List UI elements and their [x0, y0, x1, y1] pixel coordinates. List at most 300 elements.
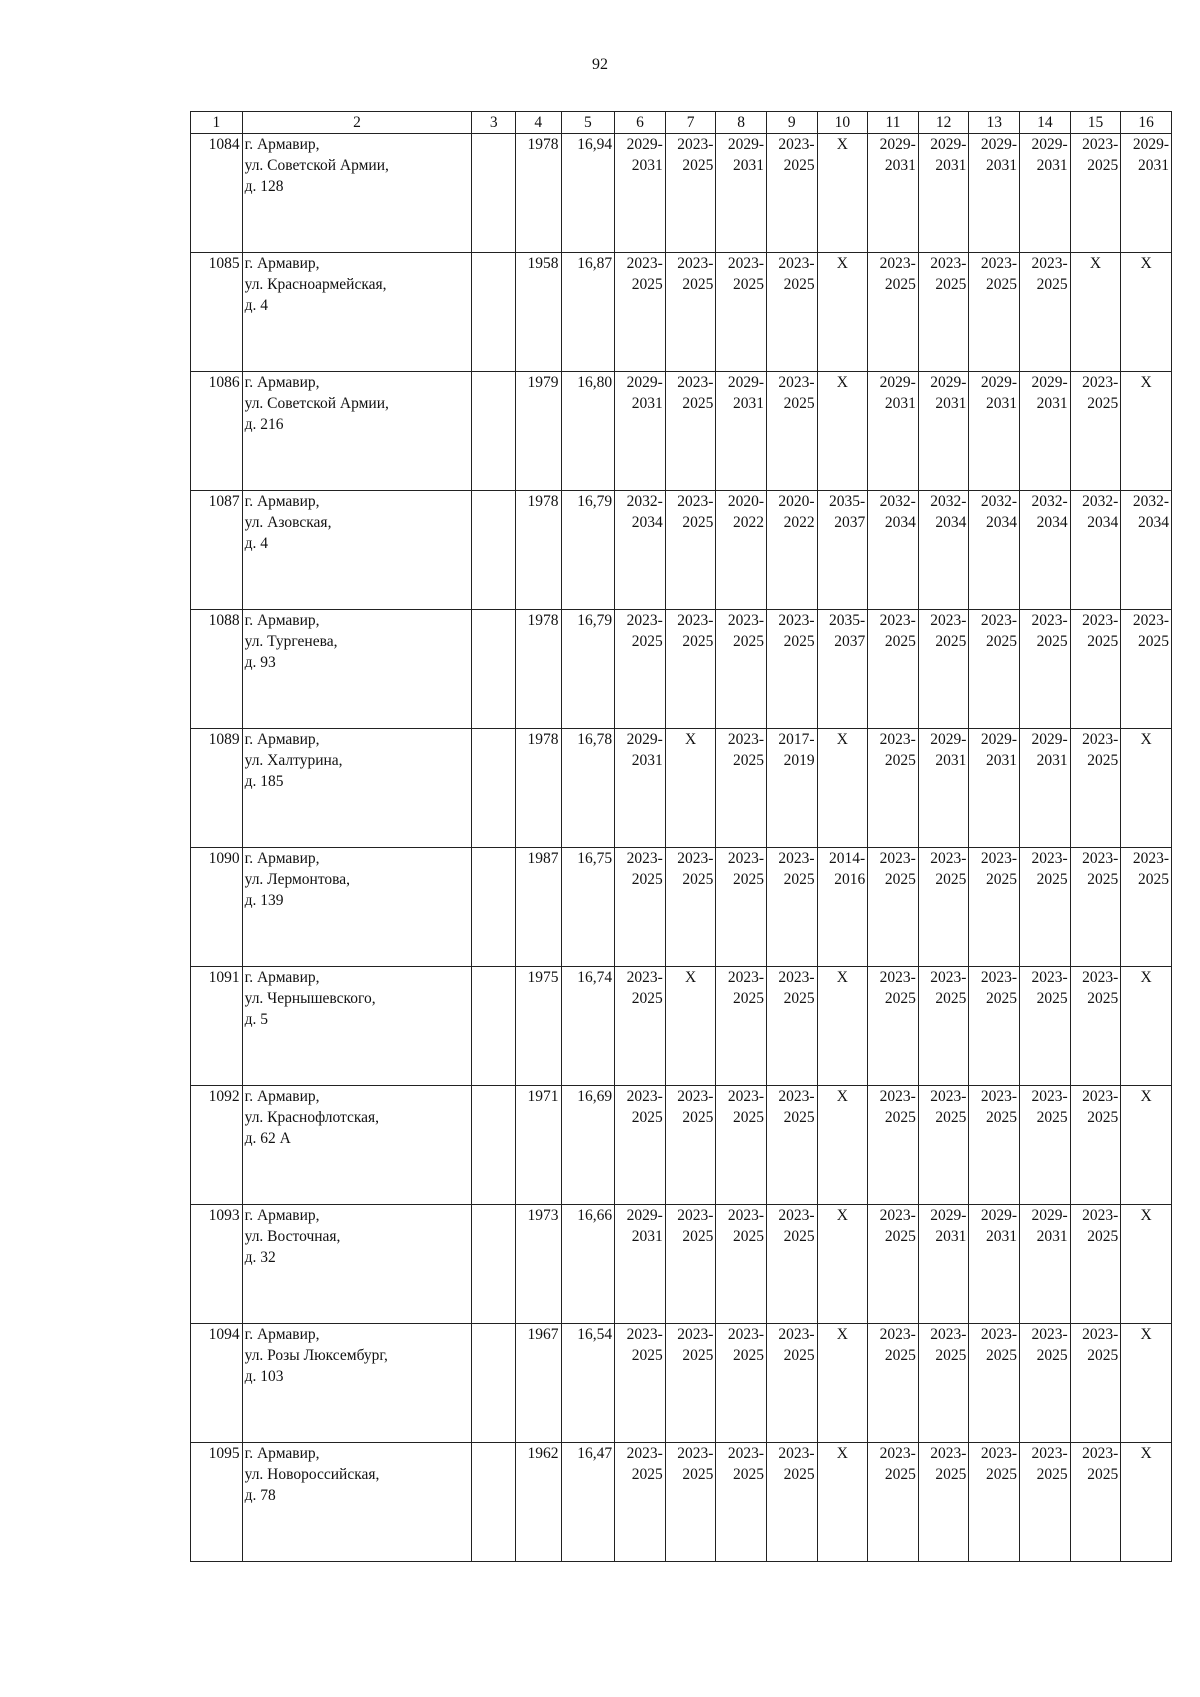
period-start: 2023-: [778, 969, 815, 986]
period-cell: [1121, 491, 1172, 610]
table-row: [191, 1324, 1172, 1443]
period-cell: [1020, 372, 1071, 491]
period-start: 2023-: [626, 612, 663, 629]
address-cell: [242, 848, 472, 967]
not-applicable-mark: X: [665, 967, 716, 1086]
period-cell: [969, 729, 1020, 848]
period-end: 2034: [1138, 514, 1169, 531]
period-end: 2025: [732, 1466, 764, 1483]
period-start: 2023-: [1132, 850, 1169, 867]
period-cell: [918, 134, 969, 253]
period-start: 2023-: [677, 850, 714, 867]
period-start: 2023-: [677, 1207, 714, 1224]
period-cell: [918, 1443, 969, 1562]
build-year-cell: 1978: [515, 729, 561, 848]
period-end: 2025: [682, 157, 714, 174]
period-end: 2031: [631, 752, 663, 769]
period-start: 2029-: [980, 1207, 1018, 1224]
not-applicable-mark: X: [817, 1086, 868, 1205]
period-start: 2029-: [879, 374, 916, 391]
period-cell: [716, 1324, 767, 1443]
period-start: 2023-: [677, 493, 714, 510]
period-cell: [716, 491, 767, 610]
period-start: 2029-: [1031, 374, 1068, 391]
period-start: 2029-: [980, 136, 1018, 153]
period-cell: [969, 372, 1020, 491]
row-number: [191, 610, 243, 729]
period-start: 2023-: [677, 612, 714, 629]
period-start: 2029-: [1031, 731, 1068, 748]
address-line: д. 78: [244, 1487, 276, 1504]
period-cell: [665, 1443, 716, 1562]
period-end: 2025: [682, 514, 714, 531]
period-cell: [817, 848, 868, 967]
period-start: 2023-: [1031, 969, 1068, 986]
period-start: 2023-: [930, 1326, 967, 1343]
period-start: 2023-: [778, 136, 815, 153]
period-cell: [969, 253, 1020, 372]
period-end: 2031: [732, 157, 764, 174]
period-start: 2023-: [677, 1088, 714, 1105]
period-start: 2023-: [879, 1326, 916, 1343]
address-line: ул. Советской Армии,: [244, 157, 389, 174]
period-start: 2023-: [980, 850, 1018, 867]
period-cell: [918, 729, 969, 848]
period-cell: [1070, 848, 1121, 967]
period-cell: [665, 253, 716, 372]
column-3-cell: [472, 1324, 516, 1443]
address-cell: [242, 1324, 472, 1443]
column-header-6: 6: [615, 112, 666, 134]
period-end: 2025: [1087, 871, 1119, 888]
period-cell: [716, 1443, 767, 1562]
value-cell: 16,87: [561, 253, 615, 372]
period-start: 2023-: [778, 1326, 815, 1343]
period-cell: [716, 134, 767, 253]
period-cell: [1020, 967, 1071, 1086]
not-applicable-mark: X: [1121, 729, 1172, 848]
period-cell: [969, 1324, 1020, 1443]
value-cell: 16,79: [561, 610, 615, 729]
build-year-cell: 1971: [515, 1086, 561, 1205]
period-cell: [615, 1324, 666, 1443]
address-line: ул. Розы Люксембург,: [244, 1347, 388, 1364]
period-end: 2025: [732, 1228, 764, 1245]
period-cell: [1070, 1443, 1121, 1562]
period-cell: [868, 1324, 919, 1443]
row-number-text: 1087: [208, 493, 240, 510]
period-start: 2032-: [980, 493, 1018, 510]
period-end: 2025: [631, 1109, 663, 1126]
period-cell: [1020, 1324, 1071, 1443]
address-line: д. 139: [244, 892, 284, 909]
period-end: 2025: [1087, 1109, 1119, 1126]
period-cell: [918, 253, 969, 372]
period-start: 2023-: [980, 612, 1018, 629]
period-start: 2023-: [727, 1088, 764, 1105]
period-end: 2031: [1036, 752, 1068, 769]
address-cell: [242, 729, 472, 848]
period-start: 2023-: [1082, 850, 1119, 867]
period-end: 2031: [631, 395, 663, 412]
address-line: ул. Чернышевского,: [244, 990, 376, 1007]
period-start: 2023-: [1031, 255, 1068, 272]
period-cell: [665, 491, 716, 610]
period-start: 2014-: [829, 850, 866, 867]
period-cell: [766, 1324, 817, 1443]
period-cell: [1070, 134, 1121, 253]
period-start: 2035-: [829, 493, 866, 510]
period-cell: [1070, 729, 1121, 848]
period-end: 2025: [884, 871, 916, 888]
column-3-cell: [472, 967, 516, 1086]
period-cell: [665, 372, 716, 491]
period-cell: [1070, 1086, 1121, 1205]
period-cell: [716, 729, 767, 848]
period-cell: [1070, 967, 1121, 1086]
period-end: 2031: [1036, 157, 1068, 174]
row-number-text: 1093: [208, 1207, 240, 1224]
period-end: 2031: [631, 157, 663, 174]
period-end: 2022: [783, 514, 815, 531]
column-3-cell: [472, 1443, 516, 1562]
period-cell: [665, 848, 716, 967]
period-cell: [1020, 848, 1071, 967]
period-start: 2023-: [879, 612, 916, 629]
period-end: 2034: [884, 514, 916, 531]
row-number-text: 1091: [208, 969, 240, 986]
period-end: 2025: [1087, 752, 1119, 769]
column-header-16: 16: [1121, 112, 1172, 134]
period-start: 2023-: [626, 1088, 663, 1105]
period-end: 2031: [631, 1228, 663, 1245]
period-cell: [716, 1086, 767, 1205]
period-end: 2025: [935, 1347, 967, 1364]
period-start: 2029-: [1031, 1207, 1068, 1224]
row-number: [191, 372, 243, 491]
period-start: 2023-: [727, 850, 764, 867]
period-start: 2029-: [1132, 136, 1169, 153]
period-end: 2025: [783, 276, 815, 293]
period-end: 2025: [732, 276, 764, 293]
period-cell: [615, 253, 666, 372]
period-start: 2023-: [778, 612, 815, 629]
address-cell: [242, 1205, 472, 1324]
address-line: д. 62 А: [244, 1130, 291, 1147]
period-start: 2029-: [980, 731, 1018, 748]
period-start: 2029-: [1031, 136, 1068, 153]
column-header-3: 3: [472, 112, 516, 134]
not-applicable-mark: X: [817, 253, 868, 372]
period-end: 2025: [1036, 1347, 1068, 1364]
table-row: [191, 1205, 1172, 1324]
period-start: 2023-: [879, 1207, 916, 1224]
not-applicable-mark: X: [1121, 1443, 1172, 1562]
period-end: 2025: [884, 752, 916, 769]
value-cell: 16,80: [561, 372, 615, 491]
period-cell: [665, 134, 716, 253]
period-end: 2025: [783, 395, 815, 412]
not-applicable-mark: X: [817, 1205, 868, 1324]
period-cell: [918, 610, 969, 729]
period-cell: [766, 848, 817, 967]
period-cell: [766, 372, 817, 491]
period-end: 2025: [783, 871, 815, 888]
address-cell: [242, 372, 472, 491]
column-3-cell: [472, 1205, 516, 1324]
period-end: 2025: [732, 752, 764, 769]
address-line: ул. Азовская,: [244, 514, 332, 531]
value-cell: 16,66: [561, 1205, 615, 1324]
period-end: 2031: [986, 395, 1018, 412]
housing-register-table: [190, 111, 1172, 1562]
period-start: 2029-: [626, 1207, 663, 1224]
period-end: 2025: [1138, 633, 1169, 650]
not-applicable-mark: X: [1121, 967, 1172, 1086]
period-cell: [868, 1443, 919, 1562]
period-cell: [1020, 729, 1071, 848]
period-start: 2023-: [778, 255, 815, 272]
period-start: 2029-: [626, 731, 663, 748]
row-number-text: 1092: [208, 1088, 240, 1105]
period-start: 2023-: [980, 1445, 1018, 1462]
period-start: 2023-: [1132, 612, 1169, 629]
period-cell: [1020, 1205, 1071, 1324]
period-end: 2031: [935, 395, 967, 412]
address-line: г. Армавир,: [244, 1207, 320, 1224]
period-cell: [817, 610, 868, 729]
build-year-cell: 1958: [515, 253, 561, 372]
period-cell: [615, 134, 666, 253]
row-number-text: 1094: [208, 1326, 240, 1343]
address-line: д. 93: [244, 654, 276, 671]
period-cell: [716, 372, 767, 491]
period-end: 2025: [884, 1466, 916, 1483]
address-cell: [242, 610, 472, 729]
period-start: 2023-: [1031, 1445, 1068, 1462]
period-start: 2023-: [1082, 1445, 1119, 1462]
period-start: 2023-: [930, 1445, 967, 1462]
period-end: 2025: [783, 1228, 815, 1245]
period-start: 2029-: [626, 136, 663, 153]
table-row: [191, 967, 1172, 1086]
period-end: 2031: [935, 157, 967, 174]
column-3-cell: [472, 610, 516, 729]
period-end: 2025: [732, 1109, 764, 1126]
period-start: 2023-: [1082, 136, 1119, 153]
period-end: 2025: [682, 633, 714, 650]
period-start: 2032-: [930, 493, 967, 510]
period-start: 2029-: [727, 374, 764, 391]
period-cell: [868, 372, 919, 491]
period-start: 2023-: [1082, 969, 1119, 986]
address-line: г. Армавир,: [244, 1326, 320, 1343]
not-applicable-mark: X: [817, 372, 868, 491]
period-end: 2031: [935, 752, 967, 769]
period-cell: [1020, 1086, 1071, 1205]
period-cell: [868, 848, 919, 967]
period-cell: [615, 610, 666, 729]
period-end: 2025: [884, 276, 916, 293]
period-cell: [1020, 491, 1071, 610]
table-body: [191, 112, 1172, 1562]
period-end: 2025: [1087, 633, 1119, 650]
column-header-5: 5: [561, 112, 615, 134]
period-start: 2020-: [727, 493, 764, 510]
row-number: [191, 1205, 243, 1324]
period-start: 2023-: [727, 969, 764, 986]
period-cell: [716, 848, 767, 967]
period-start: 2023-: [1082, 1207, 1119, 1224]
column-3-cell: [472, 729, 516, 848]
period-cell: [1070, 610, 1121, 729]
column-header-2: 2: [242, 112, 472, 134]
period-cell: [615, 1443, 666, 1562]
period-end: 2031: [935, 1228, 967, 1245]
period-end: 2025: [682, 395, 714, 412]
period-cell: [1070, 1324, 1121, 1443]
table-row: [191, 253, 1172, 372]
period-start: 2035-: [829, 612, 866, 629]
build-year-cell: 1973: [515, 1205, 561, 1324]
address-cell: [242, 967, 472, 1086]
period-cell: [817, 491, 868, 610]
period-end: 2025: [1087, 157, 1119, 174]
period-cell: [969, 610, 1020, 729]
period-end: 2025: [1036, 990, 1068, 1007]
column-3-cell: [472, 491, 516, 610]
row-number: [191, 1324, 243, 1443]
period-end: 2037: [834, 633, 866, 650]
not-applicable-mark: X: [817, 1324, 868, 1443]
row-number-text: 1088: [208, 612, 240, 629]
value-cell: 16,75: [561, 848, 615, 967]
period-cell: [918, 1324, 969, 1443]
period-end: 2025: [884, 633, 916, 650]
period-end: 2025: [682, 1109, 714, 1126]
not-applicable-mark: X: [1121, 1086, 1172, 1205]
address-line: г. Армавир,: [244, 850, 320, 867]
period-end: 2025: [884, 1228, 916, 1245]
row-number: [191, 491, 243, 610]
period-end: 2025: [986, 990, 1018, 1007]
period-end: 2034: [935, 514, 967, 531]
period-end: 2025: [732, 1347, 764, 1364]
period-cell: [918, 372, 969, 491]
build-year-cell: 1979: [515, 372, 561, 491]
period-start: 2017-: [778, 731, 815, 748]
period-cell: [969, 1086, 1020, 1205]
column-header-8: 8: [716, 112, 767, 134]
address-line: г. Армавир,: [244, 255, 320, 272]
address-line: ул. Новороссийская,: [244, 1466, 380, 1483]
period-cell: [615, 848, 666, 967]
period-end: 2025: [732, 871, 764, 888]
row-number-text: 1085: [208, 255, 240, 272]
period-end: 2022: [732, 514, 764, 531]
period-cell: [716, 967, 767, 1086]
period-end: 2034: [1087, 514, 1119, 531]
period-start: 2023-: [778, 1445, 815, 1462]
period-end: 2025: [682, 1347, 714, 1364]
column-header-10: 10: [817, 112, 868, 134]
period-end: 2025: [1087, 395, 1119, 412]
period-start: 2023-: [1031, 1326, 1068, 1343]
period-end: 2019: [783, 752, 815, 769]
period-start: 2023-: [980, 255, 1018, 272]
build-year-cell: 1978: [515, 491, 561, 610]
period-end: 2025: [986, 871, 1018, 888]
build-year-cell: 1978: [515, 134, 561, 253]
period-end: 2025: [884, 990, 916, 1007]
period-cell: [665, 1205, 716, 1324]
column-3-cell: [472, 1086, 516, 1205]
period-end: 2025: [1036, 1109, 1068, 1126]
period-start: 2023-: [980, 1088, 1018, 1105]
page-number: 92: [592, 56, 608, 73]
period-start: 2023-: [727, 612, 764, 629]
address-cell: [242, 1086, 472, 1205]
period-end: 2031: [884, 395, 916, 412]
not-applicable-mark: X: [817, 967, 868, 1086]
value-cell: 16,94: [561, 134, 615, 253]
period-cell: [766, 610, 817, 729]
period-start: 2029-: [626, 374, 663, 391]
address-line: д. 185: [244, 773, 284, 790]
row-number: [191, 1443, 243, 1562]
period-end: 2025: [935, 871, 967, 888]
period-start: 2023-: [879, 1445, 916, 1462]
period-start: 2032-: [1082, 493, 1119, 510]
not-applicable-mark: X: [817, 1443, 868, 1562]
period-cell: [665, 610, 716, 729]
value-cell: 16,69: [561, 1086, 615, 1205]
period-start: 2023-: [677, 136, 714, 153]
period-cell: [766, 253, 817, 372]
address-cell: [242, 253, 472, 372]
period-end: 2025: [631, 633, 663, 650]
period-start: 2023-: [980, 1326, 1018, 1343]
period-end: 2025: [631, 871, 663, 888]
period-cell: [615, 1205, 666, 1324]
period-end: 2025: [1036, 871, 1068, 888]
period-end: 2025: [1036, 633, 1068, 650]
period-cell: [969, 967, 1020, 1086]
period-start: 2023-: [879, 255, 916, 272]
period-cell: [868, 967, 919, 1086]
row-number: [191, 729, 243, 848]
period-cell: [766, 1205, 817, 1324]
period-start: 2020-: [778, 493, 815, 510]
address-line: г. Армавир,: [244, 731, 320, 748]
row-number-text: 1084: [208, 136, 240, 153]
period-start: 2023-: [727, 1445, 764, 1462]
address-line: д. 5: [244, 1011, 269, 1028]
row-number: [191, 253, 243, 372]
table-row: [191, 848, 1172, 967]
period-cell: [868, 134, 919, 253]
period-end: 2025: [631, 276, 663, 293]
period-end: 2025: [783, 1347, 815, 1364]
period-cell: [766, 491, 817, 610]
period-cell: [918, 491, 969, 610]
column-number-header-row: [191, 112, 1172, 134]
period-cell: [918, 1205, 969, 1324]
column-3-cell: [472, 134, 516, 253]
period-start: 2029-: [879, 136, 916, 153]
address-line: д. 4: [244, 297, 269, 314]
address-cell: [242, 1443, 472, 1562]
